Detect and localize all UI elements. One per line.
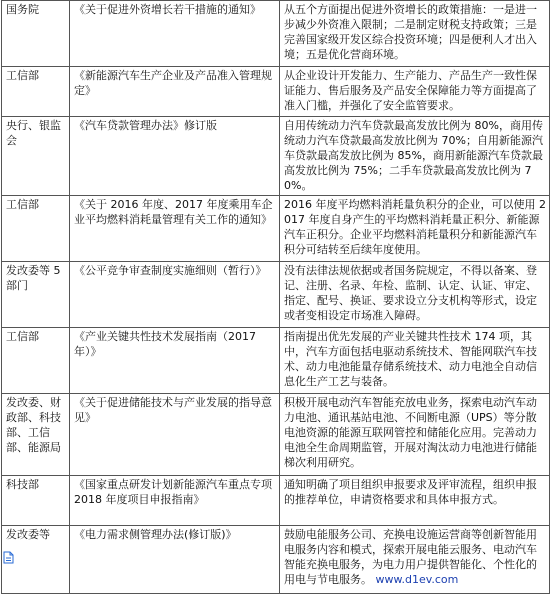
table-row <box>2 328 550 394</box>
content-cell: 指南提出优先发展的产业关键共性技术 174 项，其中，汽车方面包括电驱动系统技术、智能网联汽车技术、动力电池能量存储系统技术、动力电池全自动信息化生产工艺与装备。 <box>280 328 550 394</box>
table-row <box>2 67 550 117</box>
policy-table <box>1 0 550 594</box>
dept-cell: 发改委等 5 部门 <box>2 262 70 328</box>
dept-cell: 工信部 <box>2 196 70 262</box>
dept-cell: 工信部 <box>2 328 70 394</box>
dept-cell: 国务院 <box>2 1 70 67</box>
dept-cell: 工信部 <box>2 67 70 117</box>
table-row <box>2 262 550 328</box>
table-row <box>2 117 550 196</box>
policy-cell: 《汽车贷款管理办法》修订版 <box>70 117 280 196</box>
content-text: 鼓励电能服务公司、充换电设施运营商等创新智能用电服务内容和模式，探索开展电能云服务、电动汽车智能充换电服务，为电力用户提供智能化、个性化的用电与节电服务。 <box>284 528 537 586</box>
dept-cell: 发改委等 <box>2 526 70 594</box>
policy-cell: 《产业关键共性技术发展指南（2017 年）》 <box>70 328 280 394</box>
page-icon-glyph <box>3 551 14 564</box>
content-cell: 自用传统动力汽车贷款最高发放比例为 80%，商用传统动力汽车贷款最高发放比例为 70%；自用新能源汽车贷款最高发放比例为 85%，商用新能源汽车贷款最高发放比例为 75%；二手车贷款最高发放比例为 70%。 <box>280 117 550 196</box>
content-cell <box>280 526 550 594</box>
page-icon <box>3 551 14 568</box>
policy-cell: 《公平竞争审查制度实施细则（暂行）》 <box>70 262 280 328</box>
table-row <box>2 476 550 526</box>
source-link[interactable]: www.d1ev.com <box>375 573 459 586</box>
dept-cell: 央行、银监会 <box>2 117 70 196</box>
content-cell: 2016 年度平均燃料消耗量负积分的企业，可以使用 2017 年度自身产生的平均燃料消耗量正积分、新能源汽车正积分。企业平均燃料消耗量积分和新能源汽车积分可结转至后续年度使用。 <box>280 196 550 262</box>
policy-cell: 《新能源汽车生产企业及产品准入管理规定》 <box>70 67 280 117</box>
policy-cell: 《国家重点研发计划新能源汽车重点专项 2018 年度项目申报指南》 <box>70 476 280 526</box>
table-row <box>2 394 550 476</box>
dept-cell: 科技部 <box>2 476 70 526</box>
dept-cell: 发改委、财政部、科技部、工信部、能源局 <box>2 394 70 476</box>
content-cell: 通知明确了项目组织申报要求及评审流程，组织申报的推荐单位，申请资格要求和具体申报方式。 <box>280 476 550 526</box>
content-cell: 从企业设计开发能力、生产能力、产品生产一致性保证能力、售后服务及产品安全保障能力等方面提高了准入门槛，并强化了安全监管要求。 <box>280 67 550 117</box>
policy-cell: 《电力需求侧管理办法(修订版)》 <box>70 526 280 594</box>
policy-cell: 《关于促进储能技术与产业发展的指导意见》 <box>70 394 280 476</box>
table-row <box>2 526 550 594</box>
content-cell: 积极开展电动汽车智能充放电业务，探索电动汽车动力电池、通讯基站电池、不间断电源（UPS）等分散电池资源的能源互联网管控和储能化应用。完善动力电池全生命周期监管，开展对淘汰动力电池进行储能梯次利用研究。 <box>280 394 550 476</box>
content-cell: 从五个方面提出促进外资增长的政策措施：一是进一步减少外资准入限制；二是制定财税支持政策；三是完善国家级开发区综合投资环境；四是便利人才出入境；五是优化营商环境。 <box>280 1 550 67</box>
policy-cell: 《关于 2016 年度、2017 年度乘用车企业平均燃料消耗量管理有关工作的通知》 <box>70 196 280 262</box>
policy-cell: 《关于促进外资增长若干措施的通知》 <box>70 1 280 67</box>
content-cell: 没有法律法规依据或者国务院规定，不得以备案、登记、注册、名录、年检、监制、认定、认证、审定、指定、配号、换证、要求设立分支机构等形式，设定或者变相设定市场准入障碍。 <box>280 262 550 328</box>
table-row <box>2 196 550 262</box>
table-row <box>2 1 550 67</box>
